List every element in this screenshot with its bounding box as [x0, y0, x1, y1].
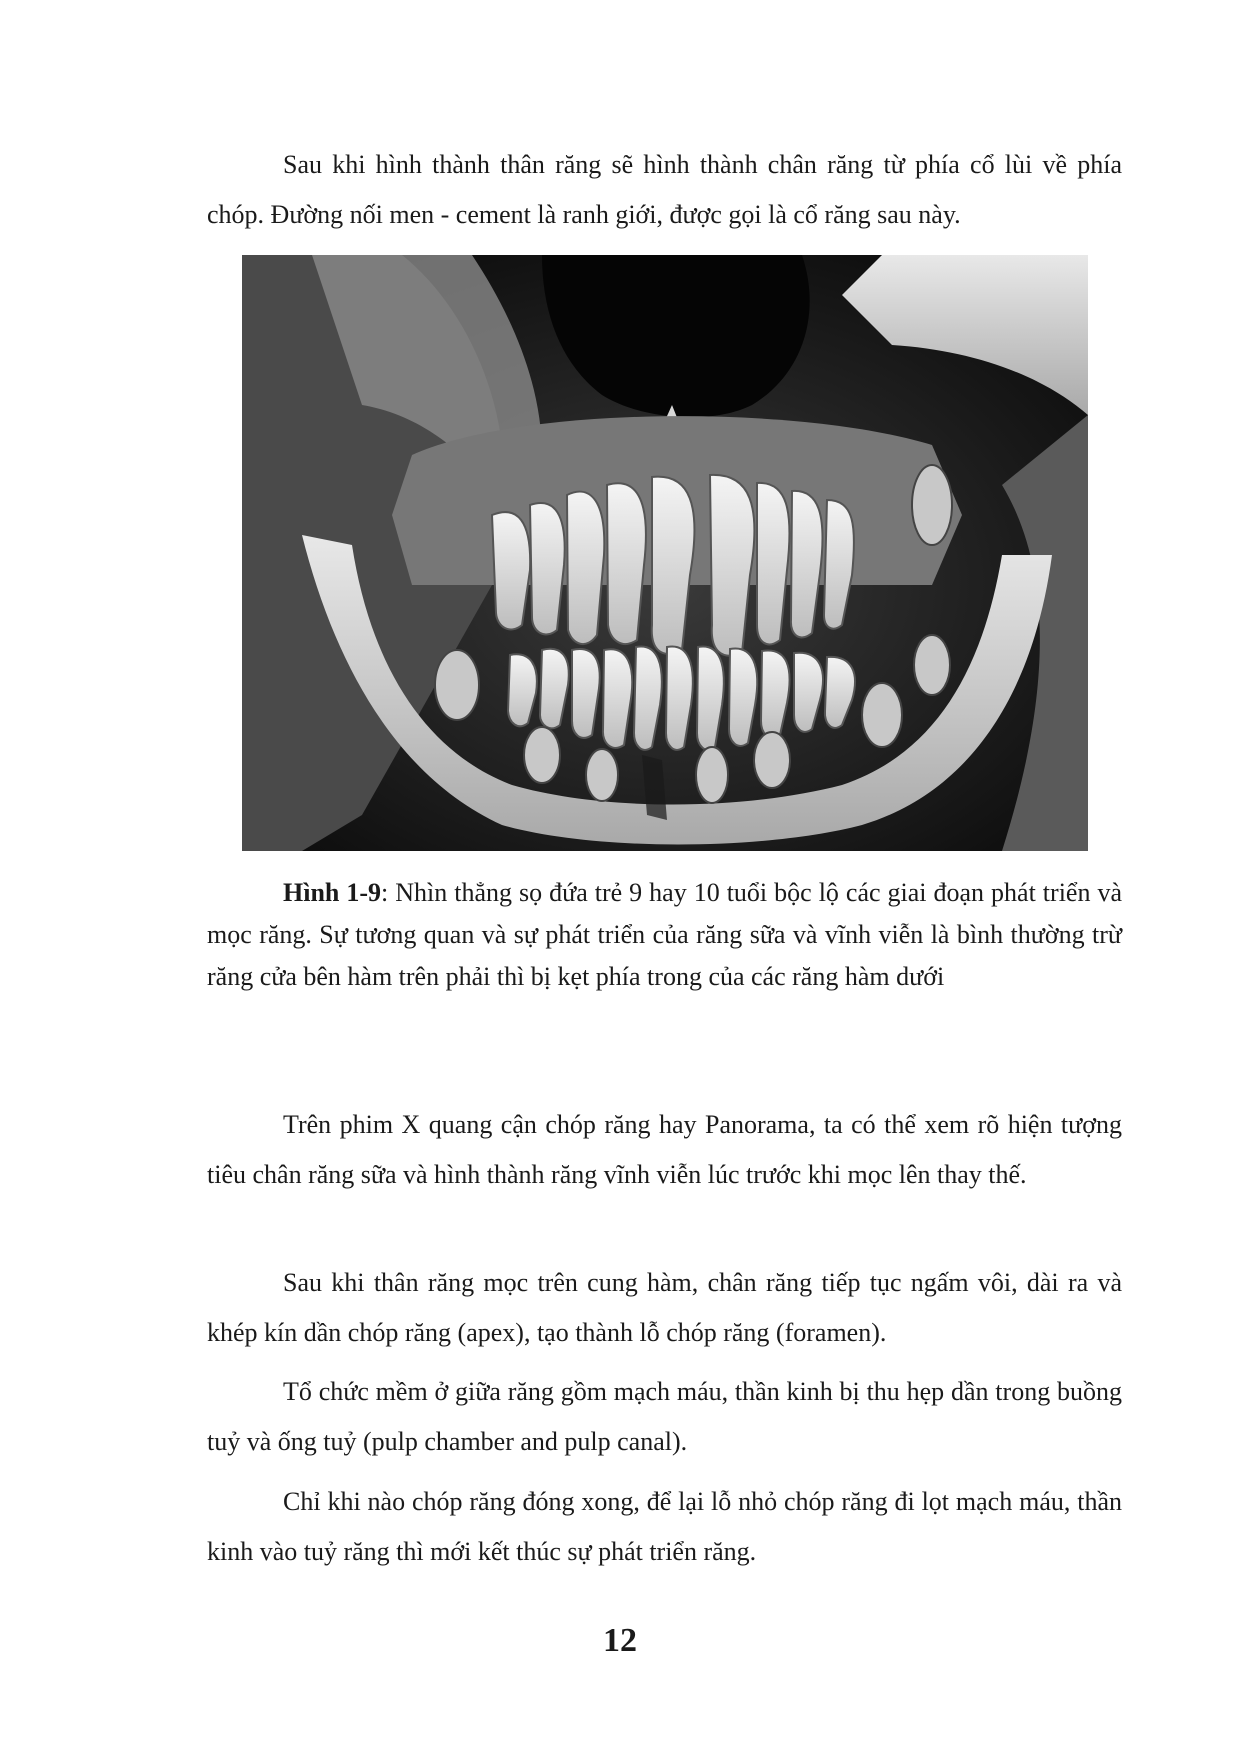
skull-dentition-figure [242, 255, 1088, 851]
page-number: 12 [603, 1622, 637, 1659]
apex-closure-paragraph: Chỉ khi nào chóp răng đóng xong, để lại lỗ nhỏ chóp răng đi lọt mạch máu, thần kinh vào tuỷ răng thì mới kết thúc sự phát triển răng. [207, 1487, 1122, 1566]
pulp-tissue-paragraph: Tổ chức mềm ở giữa răng gồm mạch máu, thần kinh bị thu hẹp dần trong buồng tuỷ và ống tuỷ (pulp chamber and pulp canal). [207, 1377, 1122, 1456]
figure-caption [207, 872, 1122, 998]
intro-paragraph: Sau khi hình thành thân răng sẽ hình thành chân răng từ phía cổ lùi về phía chóp. Đường nối men - cement là ranh giới, được gọi là cổ răng sau này. [207, 150, 1122, 229]
xray-paragraph: Trên phim X quang cận chóp răng hay Panorama, ta có thể xem rõ hiện tượng tiêu chân răng sữa và hình thành răng vĩnh viễn lúc trước khi mọc lên thay thế. [207, 1110, 1122, 1189]
root-calcification-paragraph: Sau khi thân răng mọc trên cung hàm, chân răng tiếp tục ngấm vôi, dài ra và khép kín dần chóp răng (apex), tạo thành lỗ chóp răng (foramen). [207, 1268, 1122, 1347]
figure-caption-label: Hình 1-9 [283, 878, 382, 907]
skull-dentition-photo [242, 255, 1088, 851]
figure-caption-text: : Nhìn thẳng sọ đứa trẻ 9 hay 10 tuổi bộc lộ các giai đoạn phát triển và mọc răng. Sự tương quan và sự phát triển của răng sữa và vĩnh viễn là bình thường trừ răng cửa bên hàm trên phải thì bị kẹt phía trong của các răng hàm dưới [207, 878, 1122, 991]
